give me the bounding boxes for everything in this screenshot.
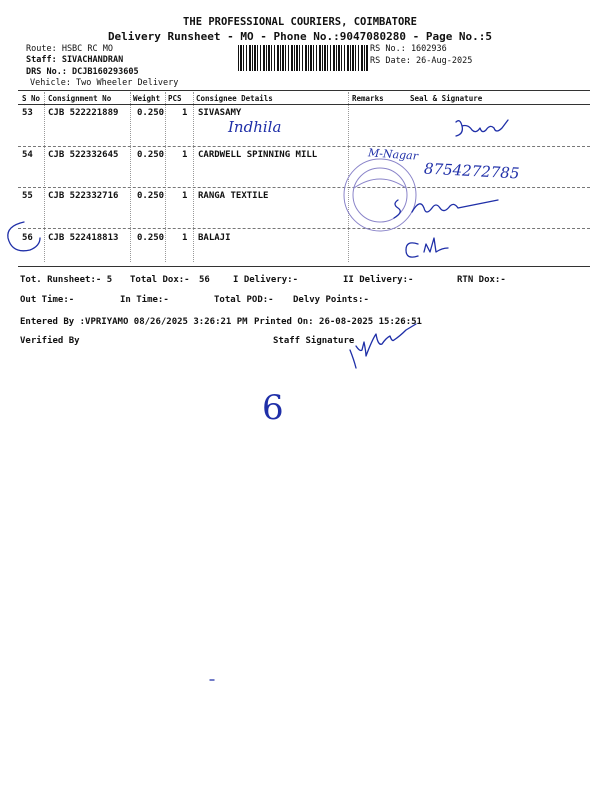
col-remarks: Remarks [352, 94, 384, 103]
handwritten-phone: 8754272785 [423, 159, 520, 183]
row-consignment: CJB 522221889 [48, 108, 119, 118]
col-seal-signature: Seal & Signature [410, 94, 483, 103]
row-sno: 56 [22, 233, 33, 243]
company-name: THE PROFESSIONAL COURIERS, COIMBATORE [183, 16, 417, 28]
col-pcs: PCS [168, 94, 182, 103]
row-weight: 0.250 [137, 108, 165, 118]
in-time: In Time:- [120, 295, 169, 305]
rs-date: RS Date: 26-Aug-2025 [370, 56, 473, 66]
row-consignment: CJB 522418813 [48, 233, 119, 243]
vehicle-label: Vehicle: Two Wheeler Delivery [30, 78, 179, 88]
handwritten-remark: Indhila [228, 118, 282, 136]
row-consignee: SIVASAMY [198, 108, 242, 118]
row-consignment: CJB 522332645 [48, 150, 119, 160]
handwritten-tally: 6 [262, 388, 284, 428]
ii-delivery: II Delivery:- [343, 275, 414, 285]
row-pcs: 1 [182, 233, 188, 243]
signature-53 [456, 120, 508, 136]
delvy-points: Delvy Points:- [293, 295, 369, 305]
printed-on: Printed On: 26-08-2025 15:26:51 [254, 317, 422, 327]
serial-circle-mark [8, 222, 40, 251]
drs-number: DRS No.: DCJB160293605 [26, 67, 139, 77]
rs-number: RS No.: 1602936 [370, 44, 447, 54]
rtn-dox: RTN Dox:- [457, 275, 506, 285]
handwritten-receiver-name: M-Nagar [367, 146, 419, 163]
staff-signature [350, 324, 416, 368]
runsheet-title: Delivery Runsheet - MO - Phone No.:9047080280 - Page No.:5 [107, 30, 493, 43]
row-consignment: CJB 522332716 [48, 191, 119, 201]
company-stamp [344, 159, 416, 231]
row-consignee: CARDWELL SPINNING MILL [198, 150, 318, 160]
row-sno: 55 [22, 191, 33, 201]
verified-by: Verified By [20, 336, 80, 346]
tot-runsheet: Tot. Runsheet:- 5 [20, 275, 113, 285]
row-pcs: 1 [182, 191, 188, 201]
i-delivery: I Delivery:- [233, 275, 299, 285]
total-pod: Total POD:- [214, 295, 274, 305]
staff-label: Staff: SIVACHANDRAN [26, 55, 124, 65]
col-consignee: Consignee Details [196, 94, 273, 103]
row-pcs: 1 [182, 150, 188, 160]
total-dox-value: 56 [199, 275, 210, 285]
col-sno: S No [22, 94, 41, 103]
row-sno: 53 [22, 108, 33, 118]
col-weight: Weight [133, 94, 161, 103]
signature-56 [406, 238, 448, 257]
row-consignee: RANGA TEXTILE [198, 191, 269, 201]
row-consignee: BALAJI [198, 233, 231, 243]
row-sno: 54 [22, 150, 33, 160]
col-consignment: Consignment No [48, 94, 112, 103]
out-time: Out Time:- [20, 295, 75, 305]
staff-signature-label: Staff Signature [273, 336, 355, 346]
row-weight: 0.250 [137, 191, 165, 201]
route-label: Route: HSBC RC MO [26, 44, 113, 54]
row-weight: 0.250 [137, 150, 165, 160]
row-pcs: 1 [182, 108, 188, 118]
row-weight: 0.250 [137, 233, 165, 243]
entered-by: Entered By :VPRIYAMO 08/26/2025 3:26:21 PM [20, 317, 248, 327]
total-dox-label: Total Dox:- [130, 275, 190, 285]
